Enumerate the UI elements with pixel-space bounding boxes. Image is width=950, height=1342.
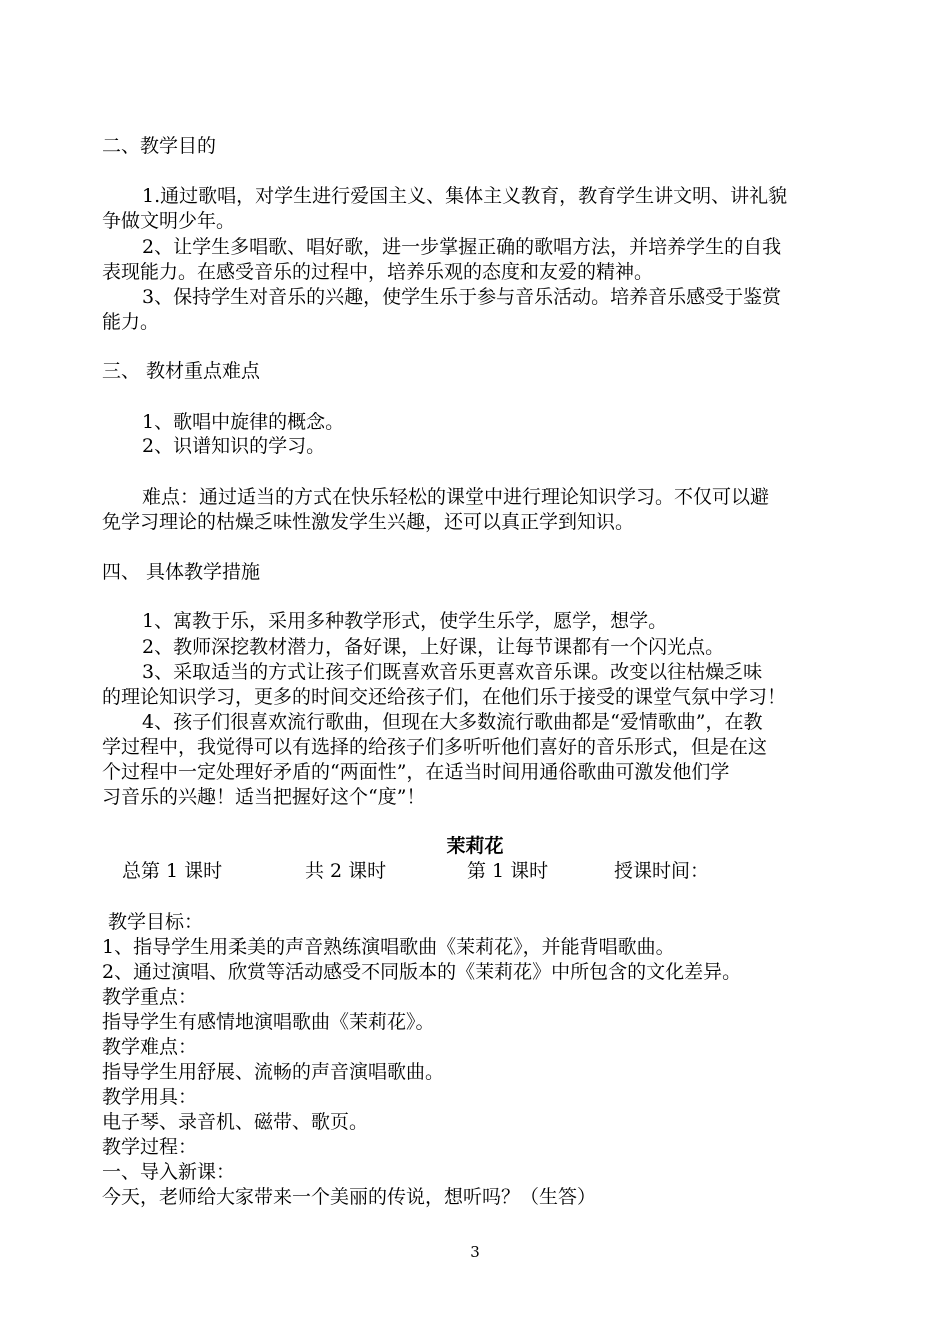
paragraph-line: 难点：通过适当的方式在快乐轻松的课堂中进行理论知识学习。不仅可以避: [142, 486, 770, 508]
list-item: 1、寓教于乐，采用多种教学形式，使学生乐学，愿学，想学。: [142, 610, 668, 632]
paragraph-line: 争做文明少年。: [102, 210, 236, 232]
key-label: 教学重点：: [102, 986, 198, 1008]
step-text: 今天，老师给大家带来一个美丽的传说，想听吗？（生答）: [102, 1186, 597, 1208]
section4-heading: 四、 具体教学措施: [102, 561, 261, 583]
goal-item: 1、指导学生用柔美的声音熟练演唱歌曲《茉莉花》，并能背唱歌曲。: [102, 936, 675, 958]
list-item: 习音乐的兴趣！适当把握好这个“度”！: [102, 786, 426, 808]
list-item: 个过程中一定处理好矛盾的“两面性”，在适当时间用通俗歌曲可激发他们学: [102, 761, 730, 783]
step-heading: 一、导入新课：: [102, 1161, 236, 1183]
lesson-count: 共 2 课时: [305, 860, 387, 882]
paragraph-line: 3、保持学生对音乐的兴趣，使学生乐于参与音乐活动。培养音乐感受于鉴赏: [142, 286, 782, 308]
paragraph-line: 1.通过歌唱，对学生进行爱国主义、集体主义教育，教育学生讲文明、讲礼貌: [142, 185, 788, 207]
process-label: 教学过程：: [102, 1136, 198, 1158]
lesson-title: 茉莉花: [446, 835, 504, 857]
list-item: 学过程中，我觉得可以有选择的给孩子们多听听他们喜好的音乐形式，但是在这: [102, 736, 768, 758]
paragraph-line: 免学习理论的枯燥乏味性激发学生兴趣，还可以真正学到知识。: [102, 511, 635, 533]
list-item: 2、教师深挖教材潜力，备好课，上好课，让每节课都有一个闪光点。: [142, 636, 725, 658]
lesson-time: 授课时间：: [614, 860, 710, 882]
page-number: 3: [470, 1243, 480, 1261]
difficulty-label: 教学难点：: [102, 1036, 198, 1058]
tools-text: 电子琴、录音机、磁带、歌页。: [102, 1111, 369, 1133]
difficulty-text: 指导学生用舒展、流畅的声音演唱歌曲。: [102, 1061, 445, 1083]
list-item: 4、孩子们很喜欢流行歌曲，但现在大多数流行歌曲都是“爱情歌曲”，在教: [142, 711, 763, 733]
paragraph-line: 能力。: [102, 311, 160, 333]
lesson-current: 第 1 课时: [467, 860, 549, 882]
section2-heading: 二、教学目的: [102, 135, 217, 157]
list-item: 2、识谱知识的学习。: [142, 435, 326, 457]
list-item: 3、采取适当的方式让孩子们既喜欢音乐更喜欢音乐课。改变以往枯燥乏味: [142, 661, 763, 683]
list-item: 1、歌唱中旋律的概念。: [142, 411, 345, 433]
goal-item: 2、通过演唱、欣赏等活动感受不同版本的《茉莉花》中所包含的文化差异。: [102, 961, 742, 983]
paragraph-line: 表现能力。在感受音乐的过程中，培养乐观的态度和友爱的精神。: [102, 261, 654, 283]
paragraph-line: 2、让学生多唱歌、唱好歌，进一步掌握正确的歌唱方法，并培养学生的自我: [142, 236, 782, 258]
lesson-total: 总第 1 课时: [122, 860, 223, 882]
section3-heading: 三、 教材重点难点: [102, 360, 261, 382]
list-item: 的理论知识学习，更多的时间交还给孩子们，在他们乐于接受的课堂气氛中学习！: [102, 686, 787, 708]
goal-label: 教学目标：: [108, 911, 204, 933]
key-text: 指导学生有感情地演唱歌曲《茉莉花》。: [102, 1011, 435, 1033]
tools-label: 教学用具：: [102, 1086, 198, 1108]
